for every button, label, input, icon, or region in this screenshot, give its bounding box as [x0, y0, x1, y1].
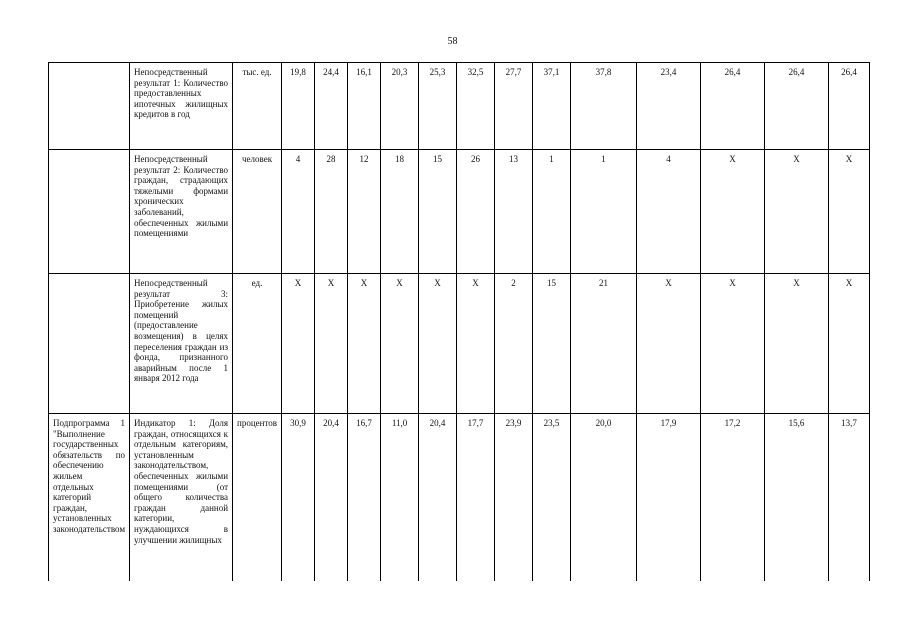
- value-cell: 37,1: [533, 63, 571, 150]
- value-cell: 25,3: [419, 63, 457, 150]
- value-cell: 23,5: [533, 414, 571, 582]
- value-cell: 12: [348, 150, 381, 274]
- value-cell: 26,4: [701, 63, 765, 150]
- value-cell: Х: [457, 274, 495, 414]
- value-cell: 26: [457, 150, 495, 274]
- value-cell: Х: [765, 274, 829, 414]
- value-cell: 4: [282, 150, 315, 274]
- subprogram-cell: [49, 63, 130, 150]
- value-cell: 13,7: [829, 414, 870, 582]
- value-cell: 1: [533, 150, 571, 274]
- indicator-cell: Непосредственный результат 3: Приобретение жилых помещений (предоставление возмещения) в целях переселения граждан из фонда, признанного аварийным после 1 января 2012 года: [130, 274, 233, 414]
- value-cell: 30,9: [282, 414, 315, 582]
- value-cell: 15: [533, 274, 571, 414]
- value-cell: 20,0: [571, 414, 637, 582]
- value-cell: 15,6: [765, 414, 829, 582]
- value-cell: Х: [381, 274, 419, 414]
- table-row: [49, 63, 870, 150]
- table-row: [49, 150, 870, 274]
- value-cell: 21: [571, 274, 637, 414]
- value-cell: Х: [282, 274, 315, 414]
- value-cell: Х: [419, 274, 457, 414]
- value-cell: 16,1: [348, 63, 381, 150]
- value-cell: 23,4: [637, 63, 701, 150]
- table-row: [49, 274, 870, 414]
- value-cell: 26,4: [829, 63, 870, 150]
- value-cell: 17,9: [637, 414, 701, 582]
- value-cell: 27,7: [495, 63, 533, 150]
- unit-cell: человек: [233, 150, 282, 274]
- indicator-cell: Непосредственный результат 2: Количество граждан, страдающих тяжелыми формами хронических заболеваний, обеспеченных жилыми помещениями: [130, 150, 233, 274]
- value-cell: 20,4: [419, 414, 457, 582]
- value-cell: Х: [829, 150, 870, 274]
- value-cell: 37,8: [571, 63, 637, 150]
- value-cell: 16,7: [348, 414, 381, 582]
- table-row: [49, 414, 870, 582]
- value-cell: 17,7: [457, 414, 495, 582]
- value-cell: 11,0: [381, 414, 419, 582]
- value-cell: 20,3: [381, 63, 419, 150]
- value-cell: 32,5: [457, 63, 495, 150]
- subprogram-cell: [49, 150, 130, 274]
- value-cell: Х: [637, 274, 701, 414]
- value-cell: Х: [701, 274, 765, 414]
- value-cell: 13: [495, 150, 533, 274]
- unit-cell: тыс. ед.: [233, 63, 282, 150]
- indicator-cell: Индикатор 1: Доля граждан, относящихся к отдельным категориям, установленным законодательством, обеспеченных жилыми помещениями (от общего количества граждан данной категории, нуждающихся в улучшении жилищных: [130, 414, 233, 582]
- value-cell: 4: [637, 150, 701, 274]
- value-cell: 2: [495, 274, 533, 414]
- value-cell: 19,8: [282, 63, 315, 150]
- value-cell: 1: [571, 150, 637, 274]
- subprogram-cell: Подпрограмма 1 "Выполнение государственных обязательств по обеспечению жильем отдельных категорий граждан, установленных законодательством: [49, 414, 130, 582]
- value-cell: 24,4: [315, 63, 348, 150]
- value-cell: Х: [315, 274, 348, 414]
- value-cell: 17,2: [701, 414, 765, 582]
- value-cell: Х: [829, 274, 870, 414]
- unit-cell: процентов: [233, 414, 282, 582]
- page-number: 58: [447, 36, 458, 47]
- value-cell: 15: [419, 150, 457, 274]
- value-cell: Х: [701, 150, 765, 274]
- subprogram-cell: [49, 274, 130, 414]
- indicator-cell: Непосредственный результат 1: Количество предоставленных ипотечных жилищных кредитов в год: [130, 63, 233, 150]
- value-cell: Х: [348, 274, 381, 414]
- value-cell: 23,9: [495, 414, 533, 582]
- indicators-table: [48, 62, 870, 581]
- value-cell: 28: [315, 150, 348, 274]
- value-cell: 26,4: [765, 63, 829, 150]
- value-cell: 20,4: [315, 414, 348, 582]
- value-cell: 18: [381, 150, 419, 274]
- value-cell: Х: [765, 150, 829, 274]
- unit-cell: ед.: [233, 274, 282, 414]
